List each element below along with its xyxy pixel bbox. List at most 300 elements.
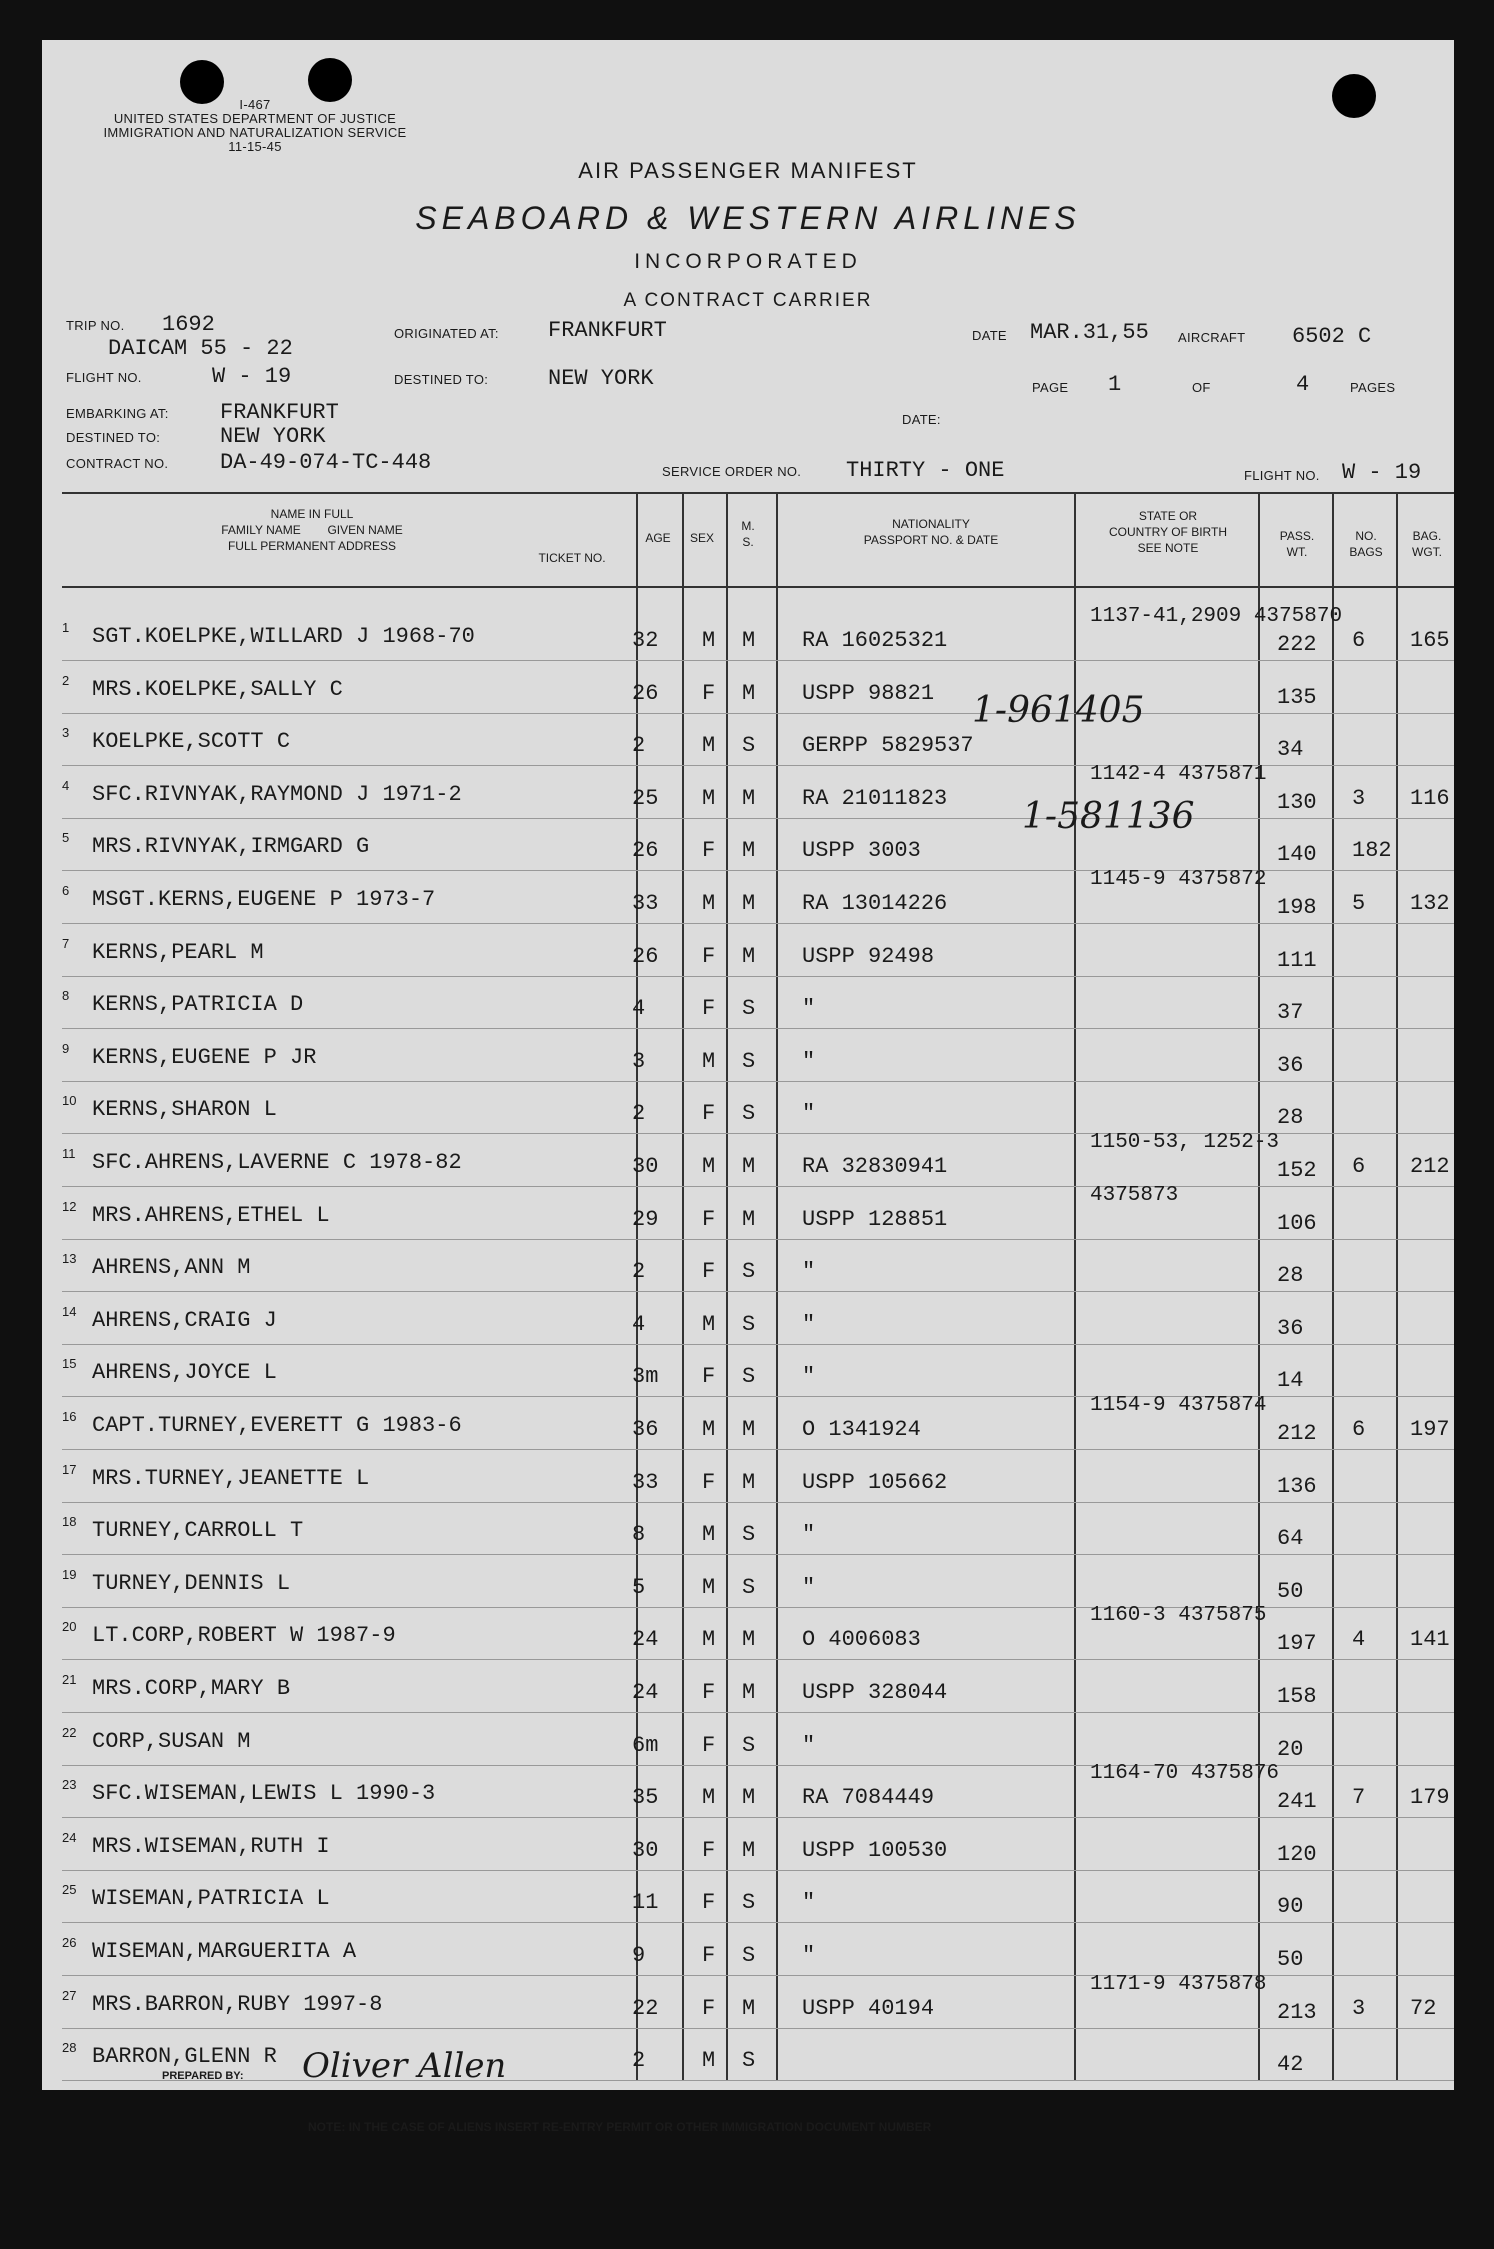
trip-no-label: TRIP NO. — [66, 318, 125, 333]
bag-weight: 72 — [1410, 1995, 1437, 2021]
row-number: 17 — [62, 1461, 77, 1477]
row-number: 18 — [62, 1514, 77, 1530]
age: 24 — [632, 1627, 659, 1653]
age: 2 — [632, 2048, 646, 2074]
age: 6m — [632, 1732, 659, 1758]
passenger-weight: 120 — [1277, 1841, 1317, 1867]
flight-no-label: FLIGHT NO. — [66, 370, 142, 385]
passenger-name: CORP,SUSAN M — [92, 1728, 251, 1754]
marital-status: M — [742, 1154, 756, 1179]
birth-state-note: 1160-3 4375875 — [1090, 1604, 1267, 1628]
age: 25 — [632, 785, 659, 811]
passenger-weight: 222 — [1277, 632, 1317, 657]
sex: F — [702, 943, 716, 969]
nationality-passport: " — [802, 1943, 816, 1968]
sex: F — [702, 838, 716, 864]
passenger-weight: 28 — [1277, 1263, 1304, 1289]
nationality-passport: " — [802, 1311, 816, 1337]
row-number: 1 — [62, 620, 70, 635]
nationality-passport: RA 7084449 — [802, 1785, 935, 1811]
form-code-line: 11-15-45 — [228, 139, 282, 154]
marital-status: M — [742, 891, 756, 916]
row-number: 26 — [62, 1935, 77, 1950]
nationality-passport: USPP 328044 — [802, 1680, 948, 1705]
row-rule — [62, 1291, 1454, 1292]
handwritten-annotation: 1-961405 — [972, 690, 1145, 731]
marital-status: M — [742, 1627, 756, 1653]
table-row — [62, 1972, 1454, 2030]
date-label: DATE — [972, 328, 1007, 343]
table-row — [62, 1872, 1454, 1924]
marital-status: M — [742, 943, 756, 969]
passenger-name: BARRON,GLENN R — [92, 2044, 277, 2070]
passenger-weight: 50 — [1277, 1578, 1304, 1604]
row-rule — [62, 923, 1454, 924]
bag-count: 7 — [1352, 1785, 1366, 1811]
bag-weight: 141 — [1410, 1627, 1450, 1653]
passenger-name: MRS.KOELPKE,SALLY C — [92, 676, 343, 702]
footer-note: NOTE: IN THE CASE OF ALIENS INSERT RE-ENTRY PERMIT OR OTHER IMMIGRATION DOCUMENT NUMBER — [308, 2120, 932, 2134]
marital-status: S — [742, 996, 756, 1022]
embarking-value: FRANKFURT — [220, 400, 339, 425]
row-rule — [62, 1870, 1454, 1871]
age: 26 — [632, 838, 659, 864]
carrier-type: A CONTRACT CARRIER — [623, 290, 873, 311]
punch-hole-right — [308, 58, 352, 102]
nationality-passport: USPP 98821 — [802, 680, 935, 706]
form-code-block — [90, 98, 420, 154]
contract-label: CONTRACT NO. — [66, 456, 169, 471]
table-top-rule — [62, 492, 1454, 494]
marital-status: M — [742, 1469, 756, 1495]
row-rule — [62, 713, 1454, 714]
age: 2 — [632, 1259, 646, 1285]
bag-weight: 179 — [1410, 1785, 1450, 1811]
age: 8 — [632, 1522, 646, 1548]
row-rule — [62, 1186, 1454, 1187]
row-number: 13 — [62, 1251, 77, 1267]
bag-count: 3 — [1352, 1995, 1366, 2021]
nationality-passport: O 4006083 — [802, 1627, 921, 1653]
passenger-name: WISEMAN,MARGUERITA A — [92, 1939, 357, 1964]
sex: F — [702, 1890, 716, 1916]
marital-status: S — [742, 733, 756, 759]
marital-status: S — [742, 1311, 756, 1337]
sex: M — [702, 891, 716, 916]
birth-state-note: 4375873 — [1090, 1183, 1179, 1207]
nationality-passport: RA 21011823 — [802, 785, 948, 811]
marital-status: S — [742, 1574, 756, 1600]
row-number: 8 — [62, 988, 70, 1004]
page-label: PAGE — [1032, 380, 1069, 395]
passenger-weight: 212 — [1277, 1421, 1317, 1446]
row-number: 7 — [62, 935, 70, 951]
age: 32 — [632, 628, 659, 653]
bag-count: 6 — [1352, 1417, 1366, 1442]
sex: F — [702, 1206, 716, 1232]
sex: F — [702, 1995, 716, 2021]
nationality-passport: USPP 40194 — [802, 1995, 935, 2021]
marital-status: S — [742, 1101, 756, 1127]
sex: M — [702, 1417, 716, 1442]
age: 22 — [632, 1995, 659, 2021]
passenger-name: AHRENS,CRAIG J — [92, 1307, 277, 1333]
marital-status: M — [742, 785, 756, 811]
nationality-passport: USPP 92498 — [802, 943, 935, 969]
marital-status: S — [742, 1364, 756, 1390]
passenger-weight: 14 — [1277, 1368, 1304, 1394]
passenger-name: SFC.WISEMAN,LEWIS L 1990-3 — [92, 1781, 436, 1807]
row-number: 5 — [62, 830, 70, 846]
flight2-label: FLIGHT NO. — [1244, 468, 1320, 483]
passenger-weight: 135 — [1277, 684, 1317, 710]
header-ms: M. S. — [741, 519, 755, 549]
passenger-weight: 90 — [1277, 1894, 1304, 1920]
originated-label: ORIGINATED AT: — [394, 326, 499, 341]
passenger-weight: 241 — [1277, 1789, 1317, 1815]
table-row — [62, 1715, 1454, 1767]
marital-status: S — [742, 1048, 756, 1074]
passenger-weight: 136 — [1277, 1473, 1317, 1499]
passenger-weight: 20 — [1277, 1736, 1304, 1762]
passenger-name: TURNEY,CARROLL T — [92, 1518, 304, 1544]
sex: M — [702, 1785, 716, 1811]
marital-status: S — [742, 1943, 756, 1968]
table-row — [62, 1452, 1454, 1504]
bag-weight: 212 — [1410, 1154, 1450, 1179]
nationality-passport: O 1341924 — [802, 1417, 921, 1442]
table-row — [62, 868, 1454, 925]
manifest-page — [42, 40, 1454, 2134]
passenger-weight: 106 — [1277, 1210, 1317, 1236]
bag-count: 5 — [1352, 891, 1366, 916]
row-number: 3 — [62, 725, 70, 741]
age: 36 — [632, 1417, 659, 1442]
nationality-passport: " — [802, 1574, 816, 1600]
birth-state-note: 1150-53, 1252-3 — [1090, 1131, 1280, 1154]
passenger-weight: 37 — [1277, 1000, 1304, 1026]
row-rule — [62, 1712, 1454, 1713]
bag-count: 6 — [1352, 628, 1366, 653]
passenger-weight: 28 — [1277, 1105, 1304, 1131]
sex: F — [702, 1732, 716, 1758]
table-row — [62, 1557, 1454, 1609]
birth-state-note: 1142-4 4375871 — [1090, 762, 1267, 786]
row-rule — [62, 2080, 1454, 2081]
row-number: 16 — [62, 1409, 77, 1424]
row-rule — [62, 1344, 1454, 1345]
marital-status: M — [742, 838, 756, 864]
header-sex: SEX — [689, 531, 714, 545]
marital-status: S — [742, 1732, 756, 1758]
row-number: 21 — [62, 1672, 77, 1687]
age: 30 — [632, 1154, 659, 1179]
manifest-title: AIR PASSENGER MANIFEST — [578, 158, 918, 183]
table-row — [62, 1604, 1454, 1661]
passenger-name: CAPT.TURNEY,EVERETT G 1983-6 — [92, 1413, 462, 1438]
marital-status: S — [742, 1890, 756, 1916]
row-number: 25 — [62, 1882, 77, 1898]
row-rule — [62, 976, 1454, 977]
bag-weight: 197 — [1410, 1417, 1450, 1442]
age: 26 — [632, 943, 659, 969]
table-row — [62, 1083, 1454, 1135]
passenger-weight: 213 — [1277, 1999, 1317, 2025]
row-rule — [62, 818, 1454, 819]
row-number: 20 — [62, 1619, 77, 1635]
age: 29 — [632, 1206, 659, 1232]
sex: F — [702, 996, 716, 1022]
bag-count: 3 — [1352, 785, 1366, 811]
row-number: 4 — [62, 777, 70, 793]
sex: F — [702, 1837, 716, 1863]
header-no-bags: NO. BAGS — [1349, 529, 1383, 559]
sex: M — [702, 1154, 716, 1179]
signature: Oliver Allen — [302, 2046, 507, 2086]
marital-status: M — [742, 1206, 756, 1232]
table-row — [62, 1925, 1454, 1977]
age: 4 — [632, 996, 646, 1022]
table-row — [62, 1762, 1454, 1819]
bag-weight: 116 — [1410, 785, 1450, 811]
nationality-passport: GERPP 5829537 — [802, 733, 974, 759]
birth-state-note: 1145-9 4375872 — [1090, 868, 1267, 891]
row-rule — [62, 1922, 1454, 1923]
table-row — [62, 605, 1454, 662]
marital-status: M — [742, 1785, 756, 1811]
table-row — [62, 2030, 1454, 2082]
age: 2 — [632, 733, 646, 759]
bag-weight: 132 — [1410, 891, 1450, 916]
sex: M — [702, 2048, 716, 2074]
nationality-passport: " — [802, 1732, 816, 1758]
passenger-weight: 140 — [1277, 842, 1317, 868]
row-number: 19 — [62, 1566, 77, 1582]
aircraft-value: 6502 C — [1292, 324, 1372, 349]
passenger-weight: 64 — [1277, 1526, 1304, 1552]
of-label: OF — [1192, 380, 1211, 395]
table-row — [62, 1131, 1454, 1188]
header-state: STATE OR COUNTRY OF BIRTH SEE NOTE — [1108, 509, 1227, 555]
marital-status: M — [742, 1837, 756, 1863]
service-order-value: THIRTY - ONE — [846, 458, 1005, 483]
birth-state-note: 1171-9 4375878 — [1090, 1972, 1267, 1996]
sex: F — [702, 1364, 716, 1390]
nationality-passport: " — [802, 1101, 816, 1127]
passenger-name: TURNEY,DENNIS L — [92, 1570, 291, 1596]
row-number: 6 — [62, 883, 70, 898]
destined-label: DESTINED TO: — [394, 372, 489, 387]
passenger-name: SFC.RIVNYAK,RAYMOND J 1971-2 — [92, 781, 462, 807]
passenger-name: AHRENS,ANN M — [92, 1255, 251, 1281]
passenger-weight: 197 — [1277, 1631, 1317, 1657]
marital-status: S — [742, 1522, 756, 1548]
table-row — [62, 1183, 1454, 1241]
sex: M — [702, 1522, 716, 1548]
passenger-name: WISEMAN,PATRICIA L — [92, 1886, 330, 1912]
table-header-rule — [62, 586, 1454, 588]
row-number: 14 — [62, 1303, 77, 1319]
passenger-name: KERNS,PEARL M — [92, 939, 264, 965]
birth-state-note: 1164-70 4375876 — [1090, 1762, 1280, 1786]
nationality-passport: USPP 128851 — [802, 1206, 948, 1232]
passenger-weight: 34 — [1277, 737, 1304, 763]
table-row — [62, 1394, 1454, 1451]
age: 35 — [632, 1785, 659, 1811]
sex: M — [702, 1574, 716, 1600]
form-code-line: UNITED STATES DEPARTMENT OF JUSTICE — [113, 111, 397, 126]
trip-no: 1692 — [162, 312, 215, 337]
destined2-value: NEW YORK — [220, 424, 326, 449]
table-row — [62, 1662, 1454, 1714]
nationality-passport: RA 13014226 — [802, 891, 948, 916]
table-row — [62, 1241, 1454, 1293]
nationality-passport: " — [802, 1048, 816, 1074]
sex: F — [702, 1680, 716, 1705]
marital-status: M — [742, 680, 756, 706]
passenger-weight: 130 — [1277, 789, 1317, 815]
nationality-passport: " — [802, 1364, 816, 1390]
header-age: AGE — [645, 531, 671, 545]
row-number: 11 — [62, 1146, 76, 1161]
age: 3 — [632, 1048, 646, 1074]
sex: M — [702, 785, 716, 811]
handwritten-annotation: 1-581136 — [1022, 796, 1195, 837]
passenger-weight: 158 — [1277, 1684, 1317, 1709]
bag-count: 4 — [1352, 1627, 1366, 1653]
of-value: 4 — [1296, 372, 1310, 397]
row-rule — [62, 1081, 1454, 1082]
sex: M — [702, 1627, 716, 1653]
bag-count: 6 — [1352, 1154, 1366, 1179]
table-row — [62, 820, 1454, 872]
table-row — [62, 978, 1454, 1030]
punch-hole-top-right — [1332, 74, 1376, 118]
incorporated-text: INCORPORATED — [634, 250, 862, 273]
nationality-passport: " — [802, 1259, 816, 1285]
sex: M — [702, 1048, 716, 1074]
table-row — [62, 1294, 1454, 1346]
contract-value: DA-49-074-TC-448 — [220, 450, 432, 475]
row-number: 28 — [62, 2040, 77, 2056]
date2-label: DATE: — [902, 412, 941, 427]
row-rule — [62, 1554, 1454, 1555]
sex: M — [702, 733, 716, 759]
passenger-weight: 42 — [1277, 2052, 1304, 2078]
destined-value: NEW YORK — [548, 366, 654, 391]
passenger-weight: 198 — [1277, 895, 1317, 920]
age: 33 — [632, 1469, 659, 1495]
passenger-name: MRS.BARRON,RUBY 1997-8 — [92, 1991, 383, 2017]
flight-no: W - 19 — [212, 364, 292, 389]
sex: F — [702, 680, 716, 706]
table-row — [62, 762, 1454, 820]
row-rule — [62, 1817, 1454, 1818]
row-number: 23 — [62, 1777, 77, 1793]
page-value: 1 — [1108, 372, 1122, 397]
nationality-passport: " — [802, 1890, 816, 1916]
birth-state-note: 1154-9 4375874 — [1090, 1394, 1267, 1417]
row-rule — [62, 1239, 1454, 1240]
aircraft-label: AIRCRAFT — [1178, 330, 1246, 345]
nationality-passport: USPP 105662 — [802, 1469, 948, 1495]
form-code-line: I-467 — [239, 97, 271, 112]
age: 11 — [632, 1890, 659, 1916]
passenger-name: SFC.AHRENS,LAVERNE C 1978-82 — [92, 1150, 462, 1175]
passenger-name: KERNS,EUGENE P JR — [92, 1044, 317, 1070]
table-row — [62, 926, 1454, 978]
age: 24 — [632, 1680, 659, 1705]
table-row — [62, 1820, 1454, 1872]
row-rule — [62, 1659, 1454, 1660]
row-rule — [62, 1028, 1454, 1029]
passenger-weight: 36 — [1277, 1315, 1304, 1341]
embarking-label: EMBARKING AT: — [66, 406, 169, 421]
passenger-name: LT.CORP,ROBERT W 1987-9 — [92, 1623, 396, 1649]
header-ticket: TICKET NO. — [538, 551, 606, 565]
header-nationality: NATIONALITY PASSPORT NO. & DATE — [863, 517, 999, 547]
row-number: 9 — [62, 1040, 70, 1056]
birth-state-note: 1137-41,2909 4375870 — [1090, 605, 1343, 628]
pages-label: PAGES — [1350, 380, 1396, 395]
passenger-name: MRS.AHRENS,ETHEL L — [92, 1202, 330, 1228]
row-rule — [62, 1449, 1454, 1450]
row-rule — [62, 2028, 1454, 2029]
marital-status: M — [742, 1680, 756, 1705]
passenger-name: MSGT.KERNS,EUGENE P 1973-7 — [92, 887, 436, 912]
passenger-name: KOELPKE,SCOTT C — [92, 729, 291, 755]
nationality-passport: USPP 3003 — [802, 838, 921, 864]
nationality-passport: " — [802, 1522, 816, 1548]
age: 26 — [632, 680, 659, 706]
row-number: 2 — [62, 672, 70, 688]
passenger-name: KERNS,PATRICIA D — [92, 992, 304, 1018]
table-row — [62, 1504, 1454, 1556]
age: 30 — [632, 1837, 659, 1863]
destined2-label: DESTINED TO: — [66, 430, 161, 445]
nationality-passport: RA 32830941 — [802, 1154, 948, 1179]
passenger-name: KERNS,SHARON L — [92, 1097, 277, 1123]
service-order-label: SERVICE ORDER NO. — [662, 464, 802, 479]
bag-count: 182 — [1352, 838, 1392, 864]
sex: F — [702, 1259, 716, 1285]
nationality-passport: USPP 100530 — [802, 1837, 948, 1863]
form-code-line: IMMIGRATION AND NATURALIZATION SERVICE — [103, 125, 407, 140]
age: 9 — [632, 1943, 646, 1968]
row-number: 10 — [62, 1093, 77, 1109]
passenger-name: MRS.TURNEY,JEANETTE L — [92, 1465, 370, 1491]
sex: F — [702, 1101, 716, 1127]
row-number: 27 — [62, 1987, 77, 2003]
row-number: 24 — [62, 1829, 77, 1845]
table-row — [62, 1031, 1454, 1083]
passenger-weight: 50 — [1277, 1947, 1304, 1972]
nationality-passport: " — [802, 996, 816, 1022]
sex: M — [702, 1311, 716, 1337]
row-number: 15 — [62, 1356, 77, 1372]
row-rule — [62, 660, 1454, 661]
passenger-name: MRS.RIVNYAK,IRMGARD G — [92, 834, 370, 860]
table-row — [62, 663, 1454, 715]
passenger-weight: 152 — [1277, 1158, 1317, 1183]
airline-name: SEABOARD & WESTERN AIRLINES — [415, 200, 1081, 236]
bag-weight: 165 — [1410, 628, 1450, 653]
age: 2 — [632, 1101, 646, 1127]
marital-status: M — [742, 628, 756, 653]
marital-status: S — [742, 2048, 756, 2074]
table-row — [62, 715, 1454, 767]
marital-status: M — [742, 1995, 756, 2021]
